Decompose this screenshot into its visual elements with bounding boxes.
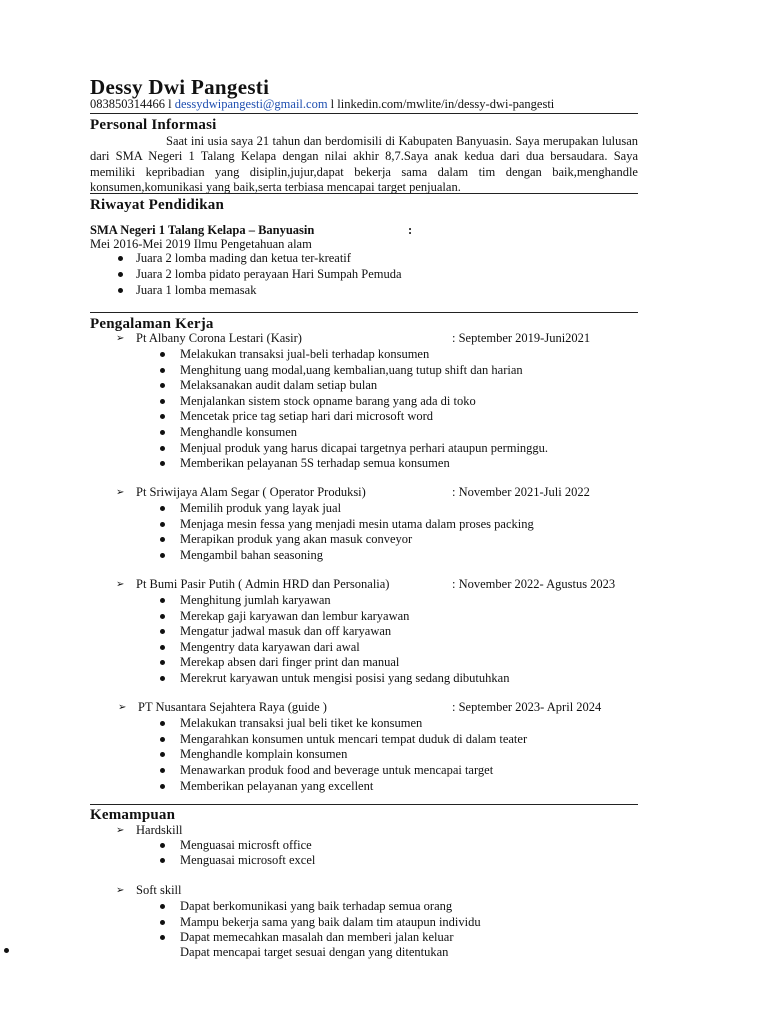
divider — [90, 193, 638, 194]
divider — [90, 312, 638, 313]
bullet-icon — [160, 446, 165, 451]
divider — [90, 804, 638, 805]
bullet-icon — [160, 737, 165, 742]
list-item: Menjual produk yang harus dicapai targetnya perhari ataupun perminggu. — [180, 441, 549, 455]
separator: l — [330, 97, 335, 111]
bullet-icon — [160, 368, 165, 373]
bullet-icon — [4, 948, 9, 953]
job-period: : November 2021-Juli 2022 — [452, 485, 590, 499]
bullet-icon — [160, 506, 165, 511]
bullet-icon — [160, 721, 165, 726]
job-period: : November 2022- Agustus 2023 — [452, 577, 616, 591]
school-name: SMA Negeri 1 Talang Kelapa – Banyuasin — [90, 223, 315, 237]
job-company: Pt Bumi Pasir Putih ( Admin HRD dan Personalia) — [136, 577, 390, 591]
section-title-personal: Personal Informasi — [90, 117, 217, 133]
list-item: Juara 1 lomba memasak — [136, 283, 257, 297]
job-period: : September 2023- April 2024 — [452, 700, 602, 714]
divider — [90, 113, 638, 114]
list-item: Merekap absen dari finger print dan manual — [180, 655, 400, 669]
education-period: Mei 2016-Mei 2019 Ilmu Pengetahuan alam — [90, 237, 312, 251]
softskill-label: Soft skill — [136, 883, 182, 897]
list-item: Menghandle komplain konsumen — [180, 747, 348, 761]
arrow-bullet-icon: ➢ — [118, 702, 127, 713]
list-item: Memberikan pelayanan yang excellent — [180, 779, 374, 793]
list-item: Menghandle konsumen — [180, 425, 297, 439]
bullet-icon — [160, 537, 165, 542]
list-item: Menawarkan produk food and beverage untuk mencapai target — [180, 763, 494, 777]
bullet-icon — [118, 288, 123, 293]
contact-line — [90, 97, 554, 112]
job-company: Pt Sriwijaya Alam Segar ( Operator Produksi) — [136, 485, 366, 499]
list-item: Menghitung uang modal,uang kembalian,uang tutup shift dan harian — [180, 363, 523, 377]
bullet-icon — [160, 352, 165, 357]
list-item: Dapat berkomunikasi yang baik terhadap semua orang — [180, 899, 453, 913]
arrow-bullet-icon: ➢ — [116, 487, 125, 498]
arrow-bullet-icon: ➢ — [116, 579, 125, 590]
list-item: Menjaga mesin fessa yang menjadi mesin utama dalam proses packing — [180, 517, 534, 531]
arrow-bullet-icon: ➢ — [116, 333, 125, 344]
list-item: Dapat memecahkan masalah dan memberi jalan keluar — [180, 930, 454, 944]
bullet-icon — [160, 676, 165, 681]
bullet-icon — [160, 598, 165, 603]
section-title-education: Riwayat Pendidikan — [90, 197, 225, 213]
list-item: Memilih produk yang layak jual — [180, 501, 342, 515]
arrow-bullet-icon: ➢ — [116, 825, 125, 836]
list-item: Mengarahkan konsumen untuk mencari tempat duduk di dalam teater — [180, 732, 528, 746]
list-item: Menguasai microsoft excel — [180, 853, 316, 867]
list-item: Mengambil bahan seasoning — [180, 548, 324, 562]
arrow-bullet-icon: ➢ — [116, 885, 125, 896]
colon: : — [408, 223, 413, 237]
bullet-icon — [118, 256, 123, 261]
list-item: Juara 2 lomba pidato perayaan Hari Sumpah Pemuda — [136, 267, 402, 281]
job-company: Pt Albany Corona Lestari (Kasir) — [136, 331, 302, 345]
list-item: Melakukan transaksi jual beli tiket ke konsumen — [180, 716, 423, 730]
bullet-icon — [160, 843, 165, 848]
bullet-icon — [160, 752, 165, 757]
bullet-icon — [160, 414, 165, 419]
list-item: Merekap gaji karyawan dan lembur karyawan — [180, 609, 410, 623]
bullet-icon — [160, 430, 165, 435]
bullet-icon — [160, 461, 165, 466]
list-item: Mampu bekerja sama yang baik dalam tim ataupun individu — [180, 915, 481, 929]
list-item: Dapat mencapai target sesuai dengan yang ditentukan — [180, 945, 449, 959]
hardskill-label: Hardskill — [136, 823, 183, 837]
bullet-icon — [160, 553, 165, 558]
resume-name: Dessy Dwi Pangesti — [90, 75, 270, 99]
list-item: Menghitung jumlah karyawan — [180, 593, 331, 607]
bullet-icon — [160, 629, 165, 634]
bullet-icon — [160, 383, 165, 388]
list-item: Juara 2 lomba mading dan ketua ter-kreatif — [136, 251, 351, 265]
list-item: Melakukan transaksi jual-beli terhadap konsumen — [180, 347, 430, 361]
list-item: Melaksanakan audit dalam setiap bulan — [180, 378, 378, 392]
list-item: Mengatur jadwal masuk dan off karyawan — [180, 624, 392, 638]
bullet-icon — [160, 645, 165, 650]
list-item: Merekrut karyawan untuk mengisi posisi yang sedang dibutuhkan — [180, 671, 510, 685]
section-title-experience: Pengalaman Kerja — [90, 316, 214, 332]
phone-number: 083850314466 — [90, 97, 165, 111]
bullet-icon — [160, 858, 165, 863]
bullet-icon — [160, 660, 165, 665]
list-item: Merapikan produk yang akan masuk conveyor — [180, 532, 413, 546]
bullet-icon — [160, 784, 165, 789]
bullet-icon — [160, 522, 165, 527]
section-title-skills: Kemampuan — [90, 807, 176, 823]
list-item: Menguasai microsft office — [180, 838, 312, 852]
bullet-icon — [160, 935, 165, 940]
list-item: Memberikan pelayanan 5S terhadap semua konsumen — [180, 456, 450, 470]
bullet-icon — [160, 920, 165, 925]
list-item: Mencetak price tag setiap hari dari microsoft word — [180, 409, 434, 423]
linkedin-link[interactable]: linkedin.com/mwlite/in/dessy-dwi-pangesti — [337, 97, 555, 111]
list-item: Menjalankan sistem stock opname barang yang ada di toko — [180, 394, 476, 408]
personal-summary: Saat ini usia saya 21 tahun dan berdomisili di Kabupaten Banyuasin. Saya merupakan lulusan dari SMA Negeri 1 Talang Kelapa dengan nilai akhir 8,7.Saya anak kedua dari dua bersaudara. Saya memiliki kepribadian yang disiplin,jujur,dapat bekerja sama dalam tim dengan baik,menghandle konsumen,komunikasi yang baik,serta terbiasa mencapai target penjualan. — [90, 134, 638, 194]
bullet-icon — [160, 904, 165, 909]
separator: l — [168, 97, 172, 111]
bullet-icon — [160, 399, 165, 404]
bullet-icon — [160, 768, 165, 773]
bullet-icon — [118, 272, 123, 277]
job-company: PT Nusantara Sejahtera Raya (guide ) — [138, 700, 327, 714]
email-link[interactable]: dessydwipangesti@gmail.com — [174, 97, 328, 111]
bullet-icon — [160, 614, 165, 619]
list-item: Mengentry data karyawan dari awal — [180, 640, 360, 654]
job-period: : September 2019-Juni2021 — [452, 331, 591, 345]
